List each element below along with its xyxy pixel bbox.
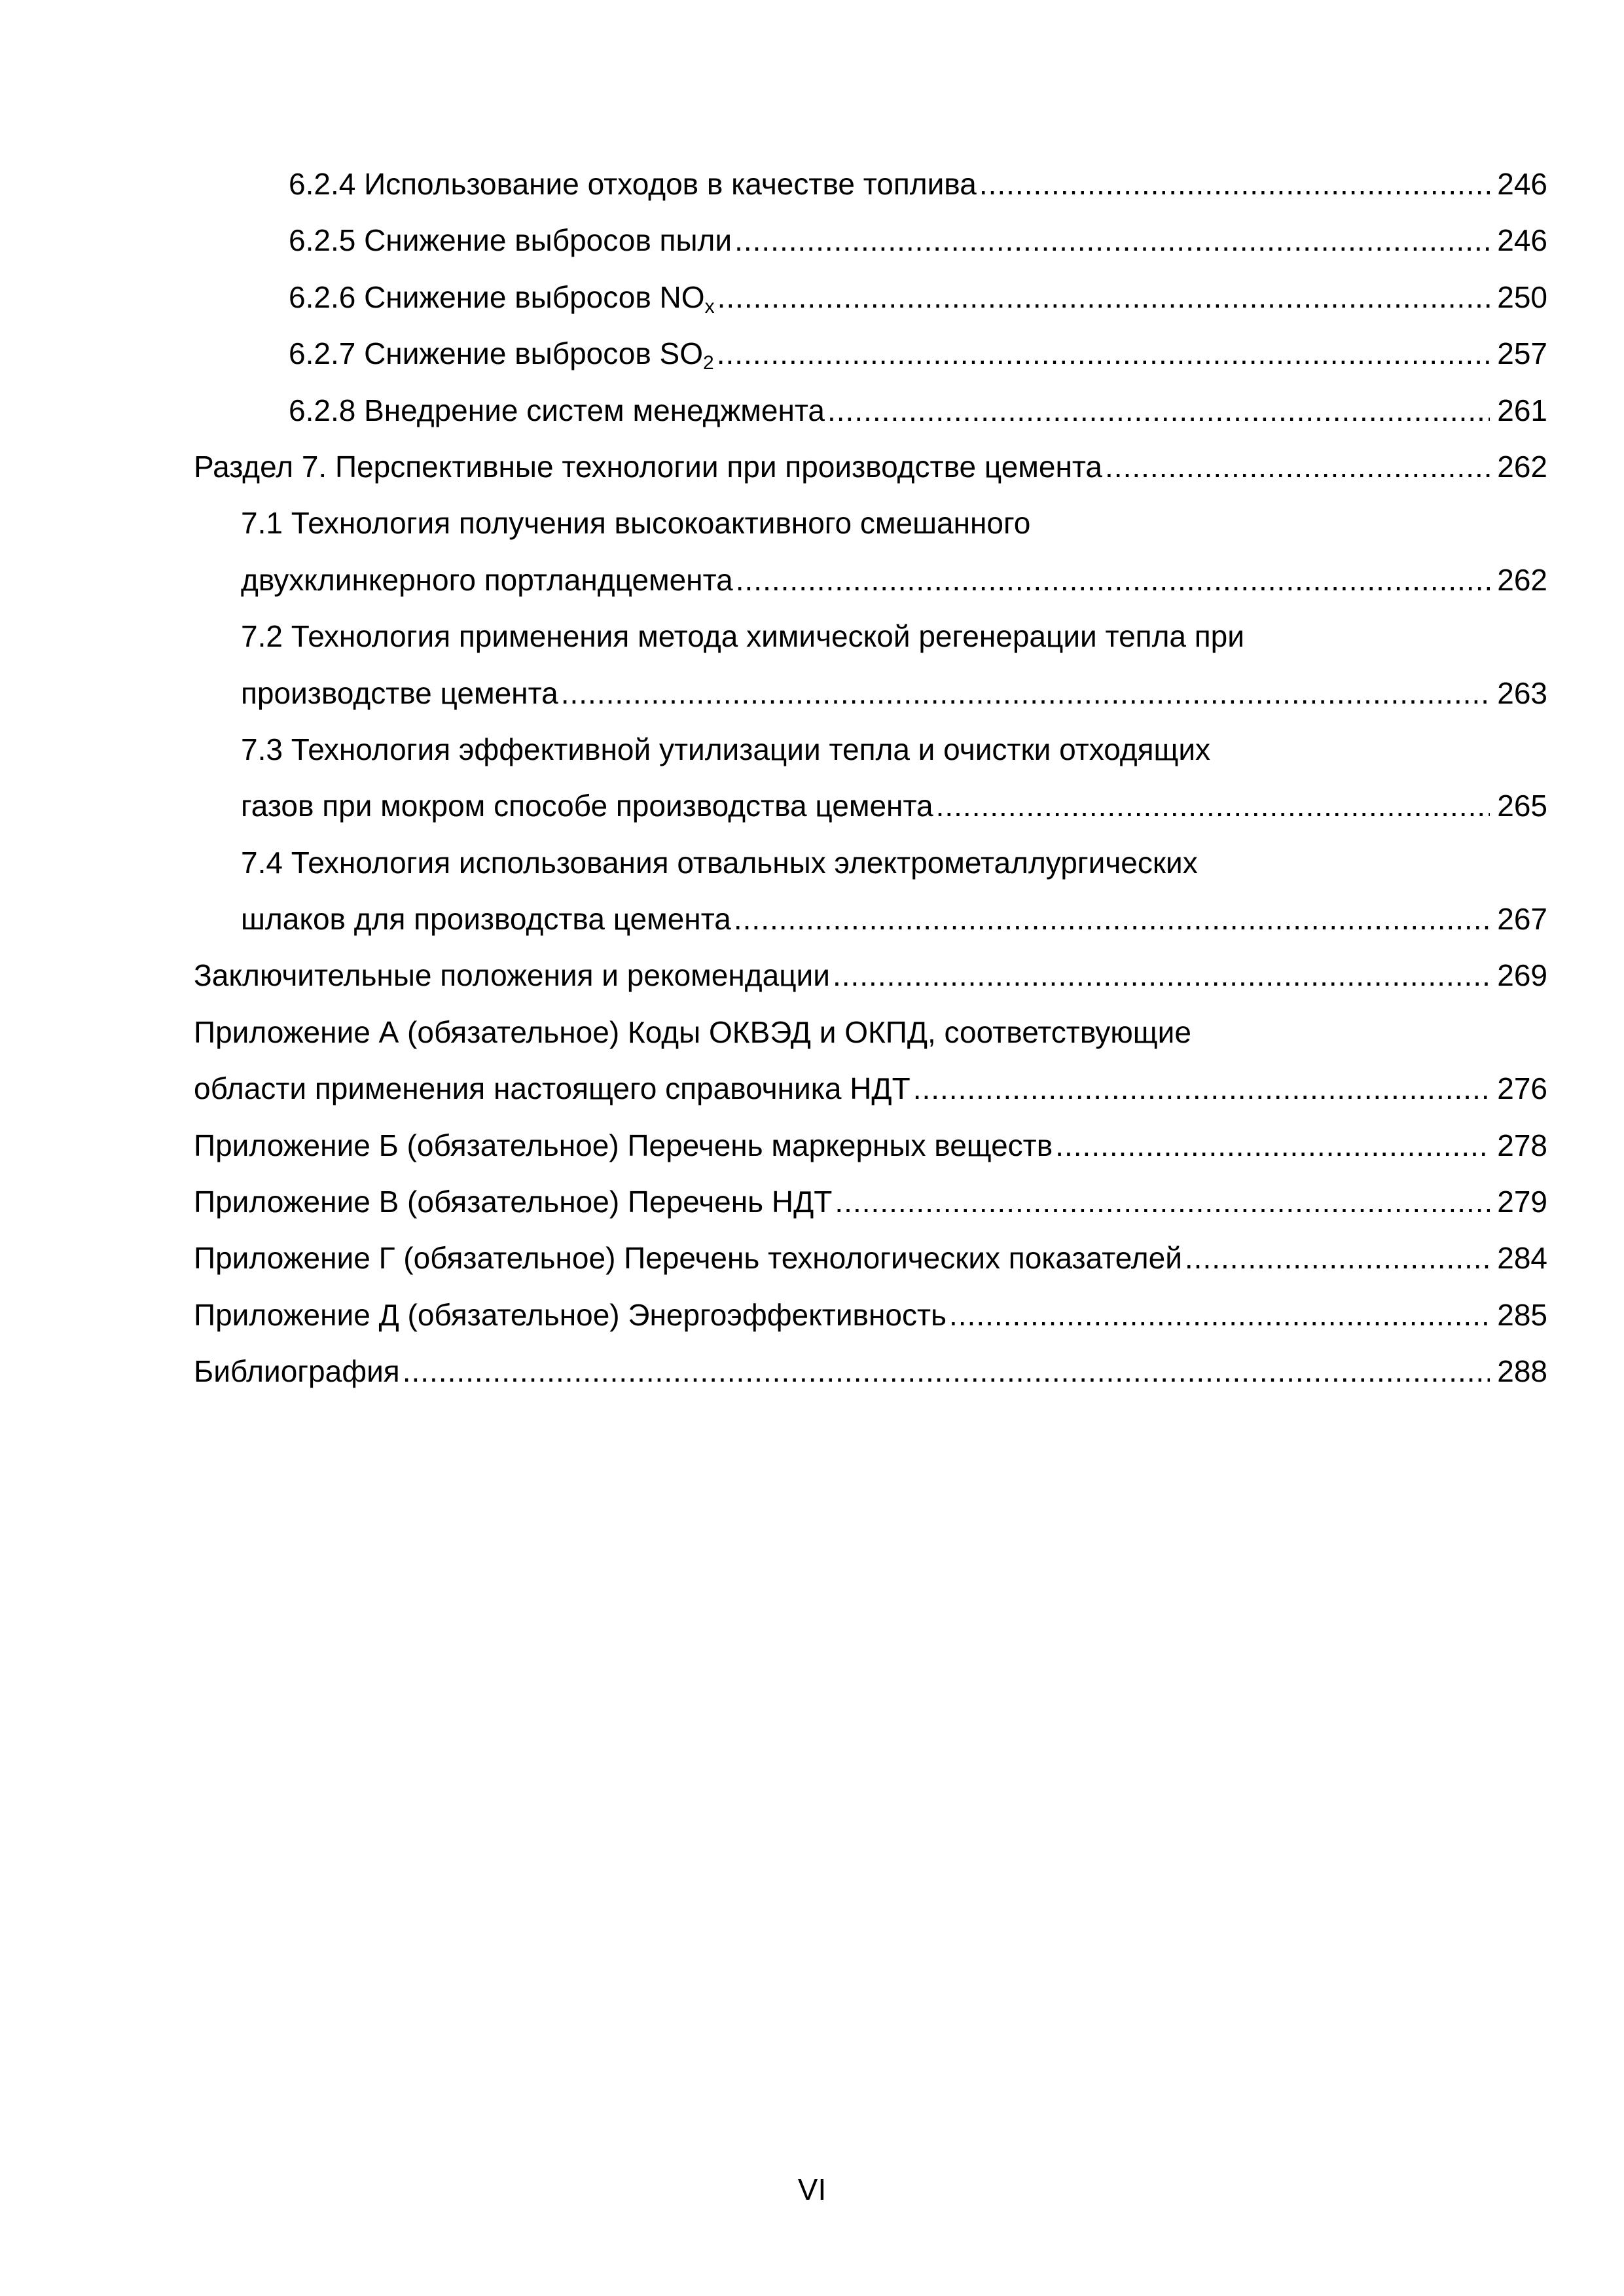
toc-entry-title-subscript: x	[704, 295, 715, 317]
dot-leader	[835, 1174, 1490, 1230]
toc-entry-title: Приложение Г (обязательное) Перечень технологических показателей	[194, 1241, 1182, 1276]
toc-entry-title: 6.2.5 Снижение выбросов пыли	[289, 223, 732, 258]
toc-entry-title: Приложение В (обязательное) Перечень НДТ	[194, 1185, 833, 1219]
toc-entry-title: Библиография	[194, 1354, 400, 1389]
toc-entry-page: 276	[1497, 1071, 1547, 1106]
toc-entry-page: 265	[1497, 789, 1547, 823]
toc-entry-title: Приложение Д (обязательное) Энергоэффективность	[194, 1297, 947, 1332]
toc-entry-7-2-line1[interactable]: 7.2 Технология применения метода химической регенерации тепла при	[241, 619, 1244, 654]
table-of-contents	[194, 156, 1547, 1400]
toc-entry-appendix-g[interactable]	[194, 1230, 1547, 1286]
toc-entry-7-4-line2[interactable]	[241, 891, 1547, 947]
dot-leader	[403, 1343, 1490, 1399]
toc-entry-page: 246	[1497, 223, 1547, 258]
toc-entry-7-1-line1[interactable]: 7.1 Технология получения высокоактивного смешанного	[241, 506, 1031, 541]
toc-entry-6-2-6[interactable]	[289, 269, 1547, 325]
dot-leader	[561, 665, 1490, 721]
dot-leader	[734, 212, 1490, 268]
toc-entry-page: 257	[1497, 336, 1547, 371]
dot-leader	[979, 156, 1490, 212]
toc-entry-title: 6.2.4 Использование отходов в качестве топлива	[289, 167, 977, 201]
toc-entry-page: 261	[1497, 393, 1547, 427]
dot-leader	[1185, 1230, 1490, 1286]
toc-entry-7-1-line2[interactable]	[241, 552, 1547, 608]
toc-entry-section-7[interactable]	[194, 439, 1547, 495]
toc-entry-page: 250	[1497, 279, 1547, 314]
dot-leader	[833, 947, 1490, 1003]
toc-entry-title: шлаков для производства цемента	[241, 902, 731, 937]
toc-entry-page: 262	[1497, 449, 1547, 484]
toc-entry-page: 262	[1497, 562, 1547, 597]
toc-entry-page: 284	[1497, 1241, 1547, 1276]
toc-entry-appendix-a-line1[interactable]: Приложение А (обязательное) Коды ОКВЭД и ОКПД, соответствующие	[194, 1014, 1191, 1049]
toc-entry-7-2-line2[interactable]	[241, 665, 1547, 721]
toc-entry-page: 269	[1497, 958, 1547, 993]
dot-leader	[717, 269, 1490, 325]
toc-entry-title-subscript: 2	[703, 352, 714, 374]
toc-entry-6-2-5[interactable]	[289, 212, 1547, 268]
toc-entry-title: двухклинкерного портландцемента	[241, 562, 733, 597]
toc-entry-title: 6.2.8 Внедрение систем менеджмента	[289, 393, 825, 427]
toc-entry-title	[289, 269, 715, 325]
toc-entry-title: производстве цемента	[241, 675, 558, 710]
toc-entry-page: 267	[1497, 902, 1547, 937]
toc-entry-6-2-4[interactable]	[289, 156, 1547, 212]
toc-entry-appendix-a-line2[interactable]	[194, 1060, 1547, 1117]
toc-entry-title-main: 6.2.6 Снижение выбросов NO	[289, 279, 705, 314]
dot-leader	[717, 325, 1490, 382]
toc-entry-conclusions[interactable]	[194, 947, 1547, 1003]
toc-entry-page: 263	[1497, 675, 1547, 710]
dot-leader	[913, 1060, 1490, 1117]
toc-entry-title-main: 6.2.7 Снижение выбросов SO	[289, 336, 704, 371]
dot-leader	[734, 891, 1490, 947]
toc-entry-page: 288	[1497, 1354, 1547, 1389]
toc-entry-7-4-line1[interactable]: 7.4 Технология использования отвальных электрометаллургических	[241, 845, 1198, 880]
toc-entry-title	[289, 325, 714, 382]
toc-entry-6-2-7[interactable]	[289, 325, 1547, 382]
toc-entry-title: Раздел 7. Перспективные технологии при производстве цемента	[194, 449, 1103, 484]
toc-entry-page: 246	[1497, 167, 1547, 201]
toc-entry-6-2-8[interactable]	[289, 382, 1547, 439]
toc-entry-page: 285	[1497, 1297, 1547, 1332]
dot-leader	[949, 1287, 1490, 1343]
dot-leader	[1055, 1117, 1490, 1174]
toc-entry-bibliography[interactable]	[194, 1343, 1547, 1399]
toc-entry-title: газов при мокром способе производства цемента	[241, 789, 933, 823]
toc-entry-7-3-line2[interactable]	[241, 778, 1547, 834]
toc-entry-appendix-b[interactable]	[194, 1117, 1547, 1174]
dot-leader	[1105, 439, 1490, 495]
toc-entry-title: области применения настоящего справочника НДТ	[194, 1071, 911, 1106]
dot-leader	[827, 382, 1490, 439]
dot-leader	[736, 552, 1490, 608]
dot-leader	[936, 778, 1490, 834]
toc-entry-page: 279	[1497, 1185, 1547, 1219]
toc-entry-appendix-d[interactable]	[194, 1287, 1547, 1343]
toc-entry-appendix-v[interactable]	[194, 1174, 1547, 1230]
toc-entry-7-3-line1[interactable]: 7.3 Технология эффективной утилизации тепла и очистки отходящих	[241, 732, 1211, 766]
toc-entry-title: Приложение Б (обязательное) Перечень маркерных веществ	[194, 1128, 1053, 1162]
toc-entry-page: 278	[1497, 1128, 1547, 1162]
toc-entry-title: Заключительные положения и рекомендации	[194, 958, 830, 993]
page-number: VI	[797, 2172, 827, 2206]
